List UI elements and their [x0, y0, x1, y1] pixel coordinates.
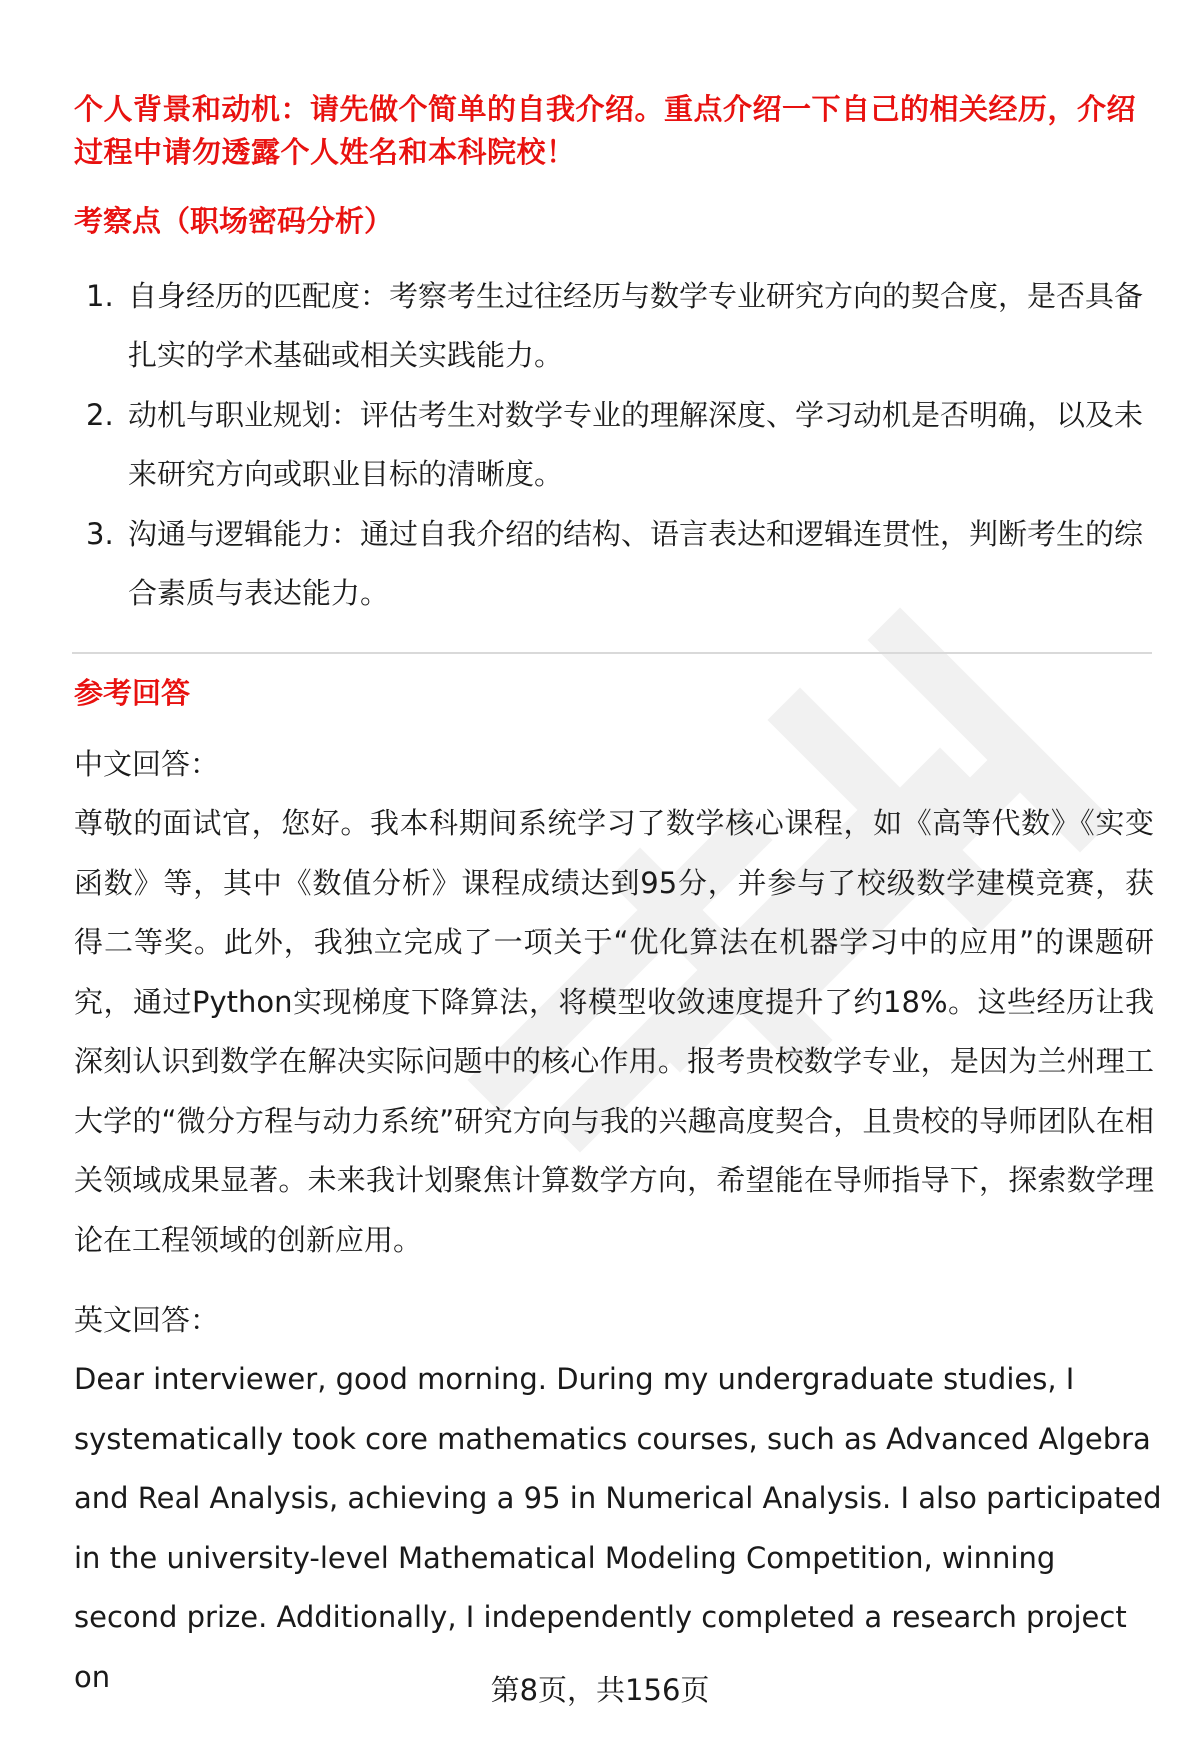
- reference-title: 参考回答: [74, 676, 191, 710]
- exam-points-title: 考察点（职场密码分析）: [74, 204, 394, 238]
- question-heading: 个人背景和动机：请先做个简单的自我介绍。重点介绍一下自己的相关经历，介绍过程中请勿透露个人姓名和本科院校！: [74, 92, 1137, 169]
- list-item-number: 3.: [86, 517, 114, 551]
- exam-points-list: [74, 267, 1154, 623]
- english-answer-label: 英文回答：: [74, 1303, 220, 1337]
- list-item: [74, 267, 1154, 385]
- list-item-text: 动机与职业规划：评估考生对数学专业的理解深度、学习动机是否明确，以及未来研究方向或职业目标的清晰度。: [128, 398, 1144, 491]
- list-item: [74, 386, 1154, 504]
- list-item-number: 2.: [86, 398, 114, 432]
- list-item-number: 1.: [86, 279, 114, 313]
- list-item: [74, 505, 1154, 623]
- english-answer-text: Dear interviewer, good morning. During my undergraduate studies, I systematically took core mathematics courses, such as Advanced Algebra and Real Analysis, achieving a 95 in Numerical Analysis. I also participated in the university-level Mathematical Modeling Competition, winning second prize. Additionally, I independently completed a research project on: [74, 1362, 1162, 1694]
- list-item-text: 沟通与逻辑能力：通过自我介绍的结构、语言表达和逻辑连贯性，判断考生的综合素质与表达能力。: [128, 517, 1144, 610]
- main-content: [74, 88, 1162, 1707]
- page-number: 第8页，共156页: [490, 1673, 710, 1707]
- chinese-answer-text: 尊敬的面试官，您好。我本科期间系统学习了数学核心课程，如《高等代数》《实变函数》等，其中《数值分析》课程成绩达到95分，并参与了校级数学建模竞赛，获得二等奖。此外，我独立完成了一项关于“优化算法在机器学习中的应用”的课题研究，通过Python实现梯度下降算法，将模型收敛速度提升了约18%。这些经历让我深刻认识到数学在解决实际问题中的核心作用。报考贵校数学专业，是因为兰州理工大学的“微分方程与动力系统”研究方向与我的兴趣高度契合，且贵校的导师团队在相关领域成果显著。未来我计划聚焦计算数学方向，希望能在导师指导下，探索数学理论在工程领域的创新应用。: [74, 806, 1154, 1257]
- list-item-text: 自身经历的匹配度：考察考生过往经历与数学专业研究方向的契合度，是否具备扎实的学术基础或相关实践能力。: [128, 279, 1144, 372]
- chinese-answer-label: 中文回答：: [74, 747, 220, 781]
- section-divider: [72, 652, 1152, 654]
